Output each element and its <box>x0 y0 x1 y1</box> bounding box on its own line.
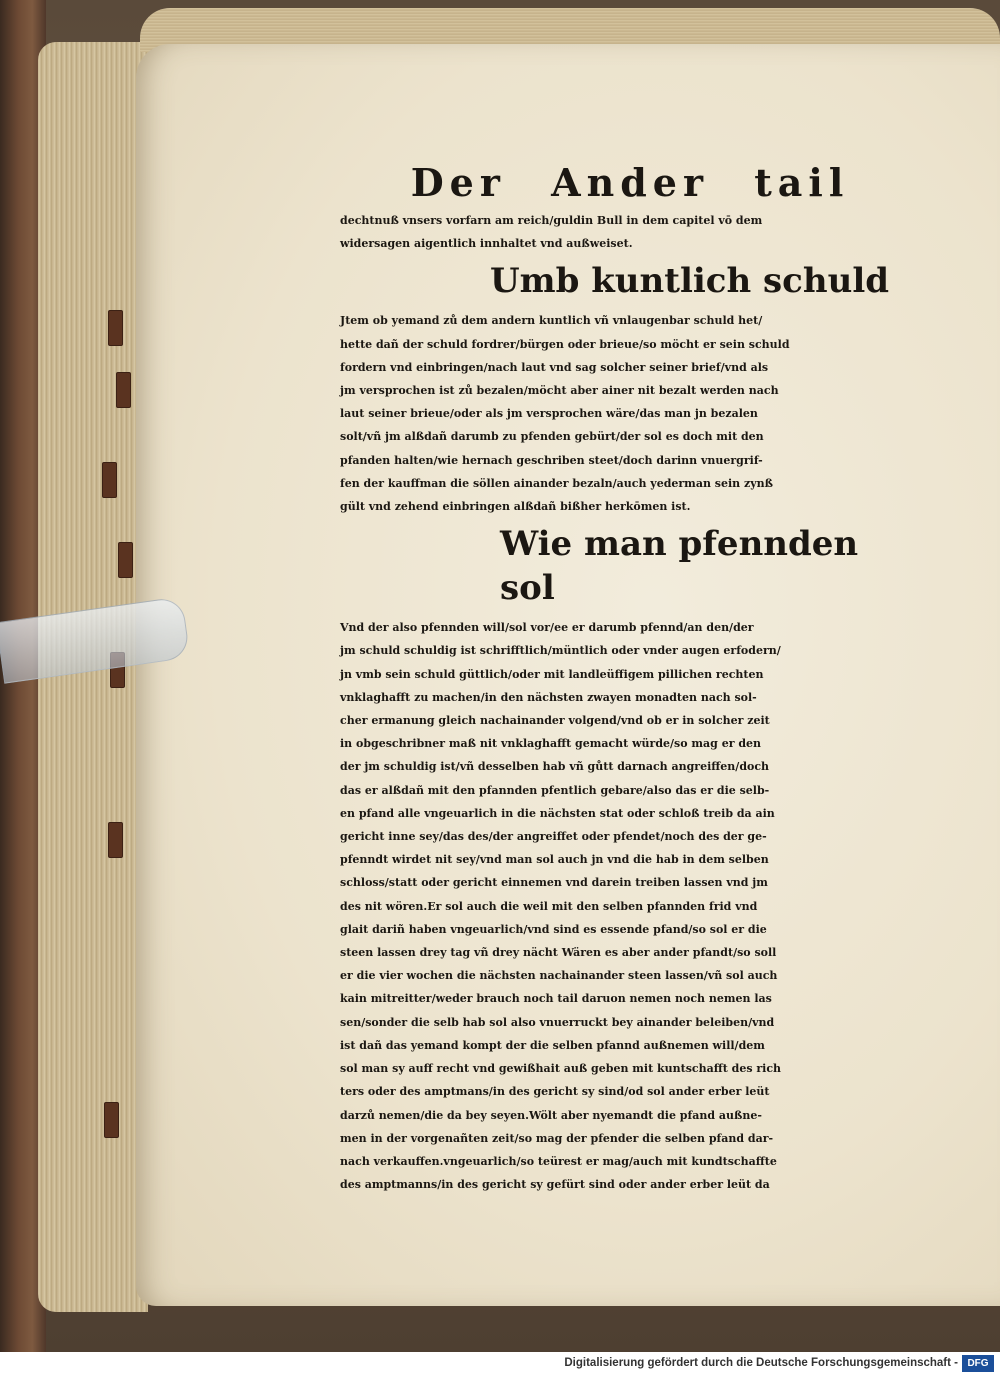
text-line: sol man sy auff recht vnd gewißhait auß geben mit kuntschafft des rich <box>340 1062 782 1076</box>
text-line: ters oder des amptmans/in des gericht sy sind/od sol ander erber leüt <box>340 1085 770 1099</box>
text-line: cher ermanung gleich nachainander volgend/vnd ob er in solcher zeit <box>340 714 770 728</box>
text-line: fordern vnd einbringen/nach laut vnd sag solcher seiner brief/vnd als <box>340 360 769 374</box>
section-heading: Umb kuntlich schuld <box>490 261 890 302</box>
text-line: jn vmb sein schuld güttlich/oder mit landleüffigem pillichen rechten <box>340 667 764 681</box>
text-line: solt/vñ jm alßdañ darumb zu pfenden gebürt/der sol es doch mit den <box>340 430 764 444</box>
text-line: ist dañ das yemand kompt der die selben pfannd außnemen will/dem <box>340 1038 765 1052</box>
text-line: sen/sonder die selb hab sol also vnuerruckt bey ainander beleiben/vnd <box>340 1015 775 1029</box>
text-line: fen der kauffman die söllen ainander bezaln/auch yederman sein zynß <box>340 476 773 490</box>
text-line: kain mitreitter/weder brauch noch tail daruon nemen noch nemen las <box>340 992 772 1006</box>
text-line: der jm schuldig ist/vñ desselben hab vñ gůtt darnach angreiffen/doch <box>340 760 770 774</box>
page-edges <box>38 42 148 1312</box>
section-paragraph <box>340 309 920 518</box>
text-line: des nit wören.Er sol auch die weil mit den selben pfannden frid vnd <box>340 899 758 913</box>
tab-marker <box>104 1102 119 1138</box>
text-line: pfenndt wirdet nit sey/vnd man sol auch jn vnd die hab in dem selben <box>340 853 769 867</box>
tab-marker <box>108 310 123 346</box>
text-line: er die vier wochen die nächsten nachainander steen lassen/vñ sol auch <box>340 969 778 983</box>
text-line: en pfand alle vngeuarlich in die nächsten stat oder schloß treib da ain <box>340 806 775 820</box>
intro-paragraph <box>340 209 920 255</box>
text-line: nach verkauffen.vngeuarlich/so teürest er mag/auch mit kundtschaffte <box>340 1154 777 1168</box>
dfg-logo[interactable]: DFG <box>962 1355 994 1372</box>
text-line: glait dariñ haben vngeuarlich/vnd sind es essende pfand/so sol er die <box>340 922 767 936</box>
section-heading: Wie man pfennden sol <box>500 524 859 609</box>
text-line: widersagen aigentlich innhaltet vnd außweiset. <box>340 237 633 251</box>
text-line: des amptmanns/in des gericht sy gefürt sind oder ander erber leüt da <box>340 1178 770 1192</box>
text-line: das er alßdañ mit den pfannden pfentlich gebare/also das er die selb- <box>340 783 770 797</box>
text-line: steen lassen drey tag vñ drey nächt Wären es aber ander pfandt/so soll <box>340 946 777 960</box>
text-line: gült vnd zehend einbringen alßdañ bißher herkōmen ist. <box>340 500 691 514</box>
text-line: jm schuld schuldig ist schrifftlich/müntlich oder vnder augen erfodern/ <box>340 644 781 658</box>
text-line: hette dañ der schuld fordrer/bürgen oder brieue/so möcht er sein schuld <box>340 337 790 351</box>
text-line: in obgeschribner maß nit vnklaghafft gemacht würde/so mag er den <box>340 737 762 751</box>
text-line: gericht inne sey/das des/der angreiffet oder pfendet/noch des der ge- <box>340 830 767 844</box>
text-line: laut seiner brieue/oder als jm versprochen wäre/das man jn bezalen <box>340 407 758 421</box>
text-line: Jtem ob yemand zů dem andern kuntlich vñ vnlaugenbar schuld het/ <box>340 314 763 328</box>
tab-marker <box>108 822 123 858</box>
tab-marker <box>118 542 133 578</box>
funding-credit: Digitalisierung gefördert durch die Deutsche Forschungsgemeinschaft - <box>564 1357 958 1369</box>
footer-bar <box>0 1352 1000 1376</box>
running-head: Der Ander tail <box>410 160 850 205</box>
text-line: pfanden halten/wie hernach geschriben steet/doch darinn vnuergrif- <box>340 453 763 467</box>
tab-marker <box>116 372 131 408</box>
text-line: jm versprochen ist zů bezalen/möcht aber ainer nit bezalt werden nach <box>340 384 779 398</box>
section-paragraph <box>340 616 920 1196</box>
text-line: men in der vorgenañten zeit/so mag der pfender die selben pfand dar- <box>340 1131 774 1145</box>
text-block <box>340 160 920 1196</box>
text-line: darzů nemen/die da bey seyen.Wölt aber nyemandt die pfand außne- <box>340 1108 762 1122</box>
text-line: dechtnuß vnsers vorfarn am reich/guldin Bull in dem capitel vō dem <box>340 214 763 227</box>
text-line: Vnd der also pfennden will/sol vor/ee er darumb pfennd/an den/der <box>340 621 754 635</box>
text-line: schloss/statt oder gericht einnemen vnd darein treiben lassen vnd jm <box>340 876 768 890</box>
text-line: vnklaghafft zu machen/in den nächsten zwayen monadten nach sol- <box>340 690 757 704</box>
tab-marker <box>102 462 117 498</box>
